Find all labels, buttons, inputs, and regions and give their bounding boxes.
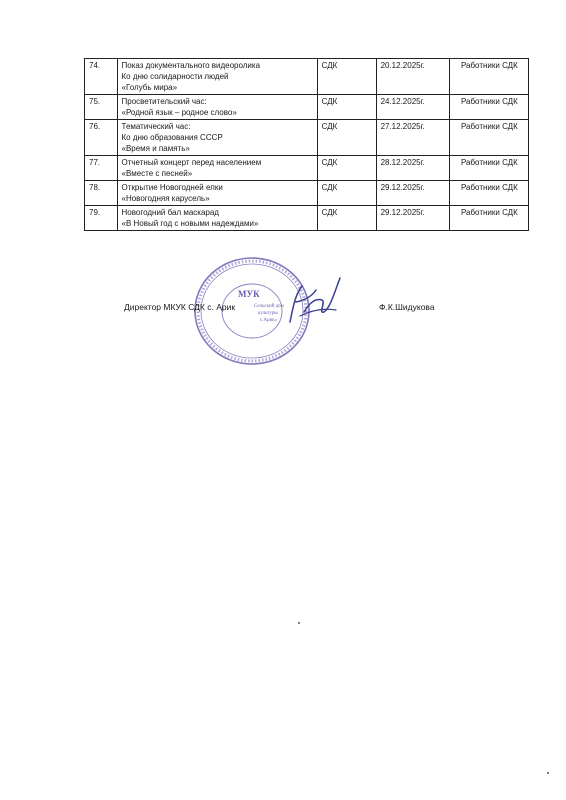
table-row	[85, 59, 529, 95]
responsible-cell: Работники СДК	[449, 206, 528, 231]
event-name-cell	[117, 59, 317, 95]
row-number-cell: 76.	[85, 120, 118, 156]
event-name-line: Тематический час:	[121, 122, 191, 131]
table-row	[85, 120, 529, 156]
place-cell: СДК	[317, 156, 376, 181]
event-name-cell	[117, 181, 317, 206]
place-cell: СДК	[317, 181, 376, 206]
event-name-line: Новогодний бал маскарад	[121, 208, 219, 217]
event-name-line: «Время и память»	[121, 144, 190, 153]
event-name-line: «Голубь мира»	[121, 83, 178, 92]
row-number-cell: 77.	[85, 156, 118, 181]
events-table	[84, 58, 529, 231]
event-name-cell	[117, 120, 317, 156]
table-row	[85, 156, 529, 181]
event-name-line: «Новогодняя карусель»	[121, 194, 210, 203]
svg-text:Сельский дом: Сельский дом	[254, 304, 284, 309]
events-table-body	[85, 59, 529, 231]
responsible-cell: Работники СДК	[449, 95, 528, 120]
scan-speck	[547, 772, 549, 774]
event-name-cell	[117, 206, 317, 231]
responsible-cell: Работники СДК	[449, 156, 528, 181]
handwritten-signature	[282, 272, 344, 332]
date-cell: 29.12.2025г.	[376, 181, 449, 206]
table-row	[85, 181, 529, 206]
row-number-cell: 75.	[85, 95, 118, 120]
svg-text:с.Арик»: с.Арик»	[260, 318, 278, 323]
scan-speck	[298, 622, 300, 624]
event-name-line: Отчетный концерт перед населением	[121, 158, 262, 167]
responsible-cell: Работники СДК	[449, 59, 528, 95]
place-cell: СДК	[317, 95, 376, 120]
event-name-cell	[117, 156, 317, 181]
date-cell: 20.12.2025г.	[376, 59, 449, 95]
event-name-line: Ко дню образования СССР	[121, 133, 223, 142]
place-cell: СДК	[317, 206, 376, 231]
table-row	[85, 206, 529, 231]
director-name: Ф.К.Шидукова	[379, 302, 435, 312]
event-name-line: «Вместе с песней»	[121, 169, 193, 178]
place-cell: СДК	[317, 59, 376, 95]
place-cell: СДК	[317, 120, 376, 156]
svg-text:культуры: культуры	[258, 311, 278, 316]
event-name-line: «В Новый год с новыми надеждами»	[121, 219, 259, 228]
signature-title: Директор МКУК СДК с. Арик	[124, 302, 236, 312]
event-name-cell	[117, 95, 317, 120]
stamp-center-text: МУК	[238, 289, 260, 299]
date-cell: 28.12.2025г.	[376, 156, 449, 181]
row-number-cell: 74.	[85, 59, 118, 95]
row-number-cell: 78.	[85, 181, 118, 206]
event-name-line: Просветительский час:	[121, 97, 207, 106]
date-cell: 29.12.2025г.	[376, 206, 449, 231]
event-name-line: Ко дню солидарности людей	[121, 72, 229, 81]
event-name-line: Показ документального видеоролика	[121, 61, 261, 70]
table-row	[85, 95, 529, 120]
responsible-cell: Работники СДК	[449, 181, 528, 206]
event-name-line: «Родной язык – родное слово»	[121, 108, 237, 117]
date-cell: 24.12.2025г.	[376, 95, 449, 120]
event-name-line: Открытие Новогодней елки	[121, 183, 223, 192]
row-number-cell: 79.	[85, 206, 118, 231]
date-cell: 27.12.2025г.	[376, 120, 449, 156]
responsible-cell: Работники СДК	[449, 120, 528, 156]
